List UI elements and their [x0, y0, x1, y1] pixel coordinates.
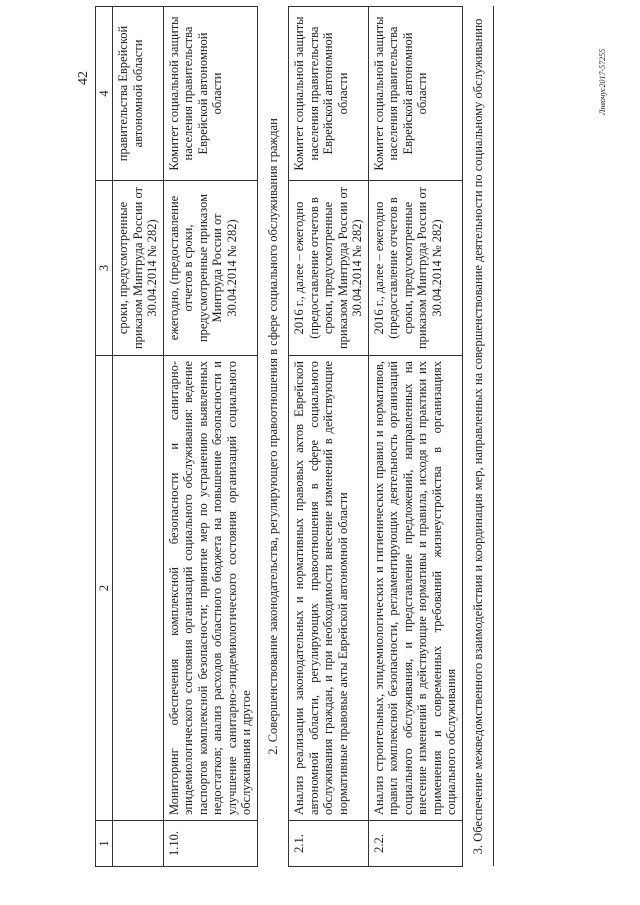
- header-col-2: 2: [96, 356, 113, 821]
- row-period: ежегодно, (предоставление отчетов в сроки, предусмотренные приказом Минтруда России от 30.04.2014 № 282): [163, 181, 257, 356]
- table-row-1-10: [163, 7, 257, 867]
- row-responsible: Комитет социальной защиты населения правительства Еврейской автономной области: [163, 7, 257, 181]
- row-text: Анализ реализации законодательных и нормативных правовых актов Еврейской автономной области, регулирующих правоотношения в сфере социального обслуживания граждан, и при необходимости внесение изменений в действующие нормативные правовые акты Еврейской автономной области: [289, 356, 369, 821]
- table-row-continued: [113, 7, 164, 867]
- header-col-4: 4: [96, 7, 113, 181]
- row-period: сроки, предусмотренные приказом Минтруда России от 30.04.2014 № 282): [113, 181, 164, 356]
- row-number: [113, 821, 164, 867]
- table-row-2-2: [368, 7, 462, 867]
- row-number: 2.2.: [368, 821, 462, 867]
- row-text: [113, 356, 164, 821]
- row-text: Анализ строительных, эпидемиологических и гигиенических правил и нормативов, правил комплексной безопасности, регламентирующих деятельность организаций социального обслуживания, и представление предложений, направленных на внесение изменений в действующие нормативы и правила, исходя из практики их применения и современных требований жизнеустройства в организациях социального обслуживания: [368, 356, 462, 821]
- measures-table: [95, 6, 494, 867]
- row-text: Мониторинг обеспечения комплексной безопасности и санитарно-эпидемиологического состояния организаций социального обслуживания: ведение паспортов комплексной безопасности; принятие мер по устранению выявленных недостатков; анализ расходов областного бюджета на повышение безопасности и улучшение санитарно-эпидемиологического состояния организаций социального обслуживания и другое: [163, 356, 257, 821]
- footer-code: Лнвочус2017-57255: [598, 48, 607, 115]
- row-responsible: Комитет социальной защиты населения правительства Еврейской автономной области: [368, 7, 462, 181]
- row-responsible: правительства Еврейской автономной области: [113, 7, 164, 181]
- row-number: 2.1.: [289, 821, 369, 867]
- page-number: 42: [76, 71, 91, 85]
- row-number: 1.10.: [163, 821, 257, 867]
- header-col-1: 1: [96, 821, 113, 867]
- header-col-3: 3: [96, 181, 113, 356]
- section-2-heading: 2. Совершенствование законодательства, регулирующего правоотношения в сфере социального обслуживания граждан: [257, 7, 289, 867]
- header-row: [96, 7, 113, 867]
- section-2-row: [257, 7, 289, 867]
- row-responsible: Комитет социальной защиты населения правительства Еврейской автономной области: [289, 7, 369, 181]
- section-3-row: [462, 7, 494, 867]
- row-period: 2016 г., далее – ежегодно (предоставление отчетов в сроки, предусмотренные приказом Минтруда России от 30.04.2014 № 282): [368, 181, 462, 356]
- row-period: 2016 г., далее – ежегодно (предоставление отчетов в сроки, предусмотренные приказом Минтруда России от 30.04.2014 № 282): [289, 181, 369, 356]
- table-row-2-1: [289, 7, 369, 867]
- section-3-heading: 3. Обеспечение межведомственного взаимодействия и координация мер, направленных на совершенствование деятельности по социальному обслуживанию: [462, 7, 494, 867]
